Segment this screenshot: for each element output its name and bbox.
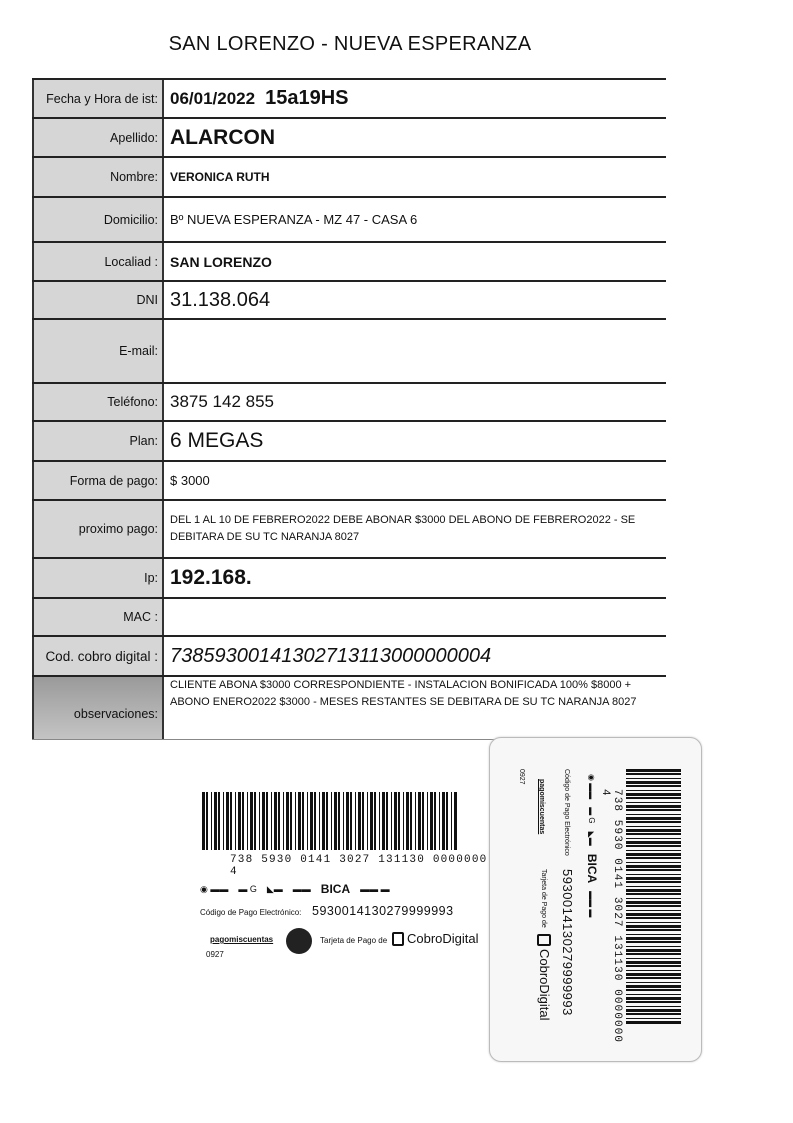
card-pago24-icon: ▬▬ ▬ (587, 891, 597, 918)
payment-card (489, 737, 702, 1062)
proximo-pago-value: DEL 1 AL 10 DE FEBRERO2022 DEBE ABONAR $3000 DEL ABONO DE FEBRERO2022 - SE DEBITARA DE SU TC NARANJA 8027 (170, 514, 636, 543)
pagofacil-icon: ◣▬ (266, 883, 283, 894)
card-pagomiscuentas-logo: pagomiscuentas (538, 779, 545, 835)
dni-label: DNI (32, 282, 164, 318)
card-cobrodigital-icon (538, 934, 552, 946)
plan-value: 6 MEGAS (170, 429, 264, 452)
nombre-value: VERONICA RUTH (170, 170, 270, 184)
forma-pago-label: Forma de pago: (32, 462, 164, 499)
mac-label: MAC : (32, 599, 164, 635)
card-codigo: 5930014130279999993 (560, 869, 575, 1016)
localidad-label: Localiad : (32, 243, 164, 280)
row-fecha (32, 78, 666, 117)
card-content (495, 749, 695, 1049)
row-proximo-pago (32, 499, 666, 557)
row-domicilio (32, 196, 666, 241)
row-observaciones (32, 675, 666, 740)
page-title: SAN LORENZO - NUEVA ESPERANZA (168, 33, 532, 55)
card-tarjeta-label: Tarjeta de Pago de (540, 869, 547, 928)
row-apellido (32, 117, 666, 156)
card-provincia-icon: ▬ G (587, 807, 597, 824)
ip-label: Ip: (32, 559, 164, 597)
nombre-label: Nombre: (32, 158, 164, 196)
localidad-value: SAN LORENZO (170, 253, 272, 270)
pagomiscuentas-logo: pagomiscuentas (210, 935, 274, 944)
cod-cobro-value: 73859300141302713113000000004 (170, 644, 492, 667)
card-cobrodigital-text: CobroDigital (537, 949, 552, 1021)
observaciones-label: observaciones: (32, 677, 164, 739)
cobrodigital-text: CobroDigital (407, 931, 479, 946)
row-nombre (32, 156, 666, 196)
telefono-label: Teléfono: (32, 384, 164, 420)
dni-value: 31.138.064 (170, 288, 271, 311)
coupon-code-0927: 0927 (206, 950, 224, 959)
card-barcode-icon (626, 769, 681, 1029)
bica-logo: BICA (320, 882, 351, 896)
mac-value (164, 599, 666, 635)
payment-coupon (180, 778, 490, 973)
row-cod-cobro (32, 635, 666, 675)
domicilio-value: Bº NUEVA ESPERANZA - MZ 47 - CASA 6 (170, 212, 418, 227)
forma-pago-value: $ 3000 (170, 473, 210, 488)
row-ip (32, 557, 666, 597)
registration-form (32, 78, 666, 740)
coupon-tarjeta-label: Tarjeta de Pago de (320, 936, 388, 945)
card-barcode-number: 738 5930 0141 3027 131130 0000000 4 (599, 789, 623, 1044)
telefono-value: 3875 142 855 (170, 392, 274, 411)
card-pagofacil-icon: ◣▬ (587, 831, 597, 846)
pago24-icon: ▬▬ ▬ (360, 884, 390, 894)
row-dni (32, 280, 666, 318)
rapipago-logo-icon: ▬▬ (292, 884, 311, 894)
provincia-icon: ▬ G (238, 884, 257, 894)
cobrodigital-logo (392, 931, 479, 946)
cobrodigital-icon (392, 932, 404, 946)
observaciones-value: CLIENTE ABONA $3000 CORRESPONDIENTE - INSTALACION BONIFICADA 100% $8000 + ABONO ENERO2022 $3000 - MESES RESTANTES SE DEBITARA DE SU TC NARANJA 8027 (170, 679, 637, 708)
card-bica-logo: BICA (585, 853, 599, 884)
fecha-value (164, 80, 666, 117)
fecha-label: Fecha y Hora de ist: (32, 80, 164, 117)
email-value (164, 320, 666, 382)
coupon-codigo: 5930014130279999993 (312, 904, 454, 918)
apellido-label: Apellido: (32, 119, 164, 156)
row-email (32, 318, 666, 382)
email-label: E-mail: (32, 320, 164, 382)
link-logo-icon (286, 928, 312, 954)
barcode-icon (202, 792, 462, 850)
row-forma-pago (32, 460, 666, 499)
payment-logos (200, 878, 470, 900)
cod-cobro-label: Cod. cobro digital : (32, 637, 164, 675)
proximo-pago-label: proximo pago: (32, 501, 164, 557)
card-payment-logos (585, 774, 599, 917)
plan-label: Plan: (32, 422, 164, 460)
row-telefono (32, 382, 666, 420)
coupon-codigo-label: Código de Pago Electrónico: (200, 908, 302, 917)
card-rapipago-icon: ◉ ▬▬ (587, 774, 597, 800)
coupon-barcode-number: 738 5930 0141 3027 131130 0000000 4 (230, 854, 488, 878)
row-mac (32, 597, 666, 635)
fecha-time: 15a19HS (265, 87, 349, 109)
domicilio-label: Domicilio: (32, 198, 164, 241)
apellido-value: ALARCON (170, 125, 275, 149)
card-code-0927: 0927 (518, 769, 525, 785)
ip-value: 192.168. (170, 566, 252, 589)
card-codigo-label: Código de Pago Electrónico (563, 769, 570, 856)
row-localidad (32, 241, 666, 280)
card-cobrodigital-logo (537, 934, 552, 1021)
row-plan (32, 420, 666, 460)
fecha-date: 06/01/2022 (170, 88, 256, 108)
rapipago-icon: ◉ ▬▬ (200, 883, 229, 894)
